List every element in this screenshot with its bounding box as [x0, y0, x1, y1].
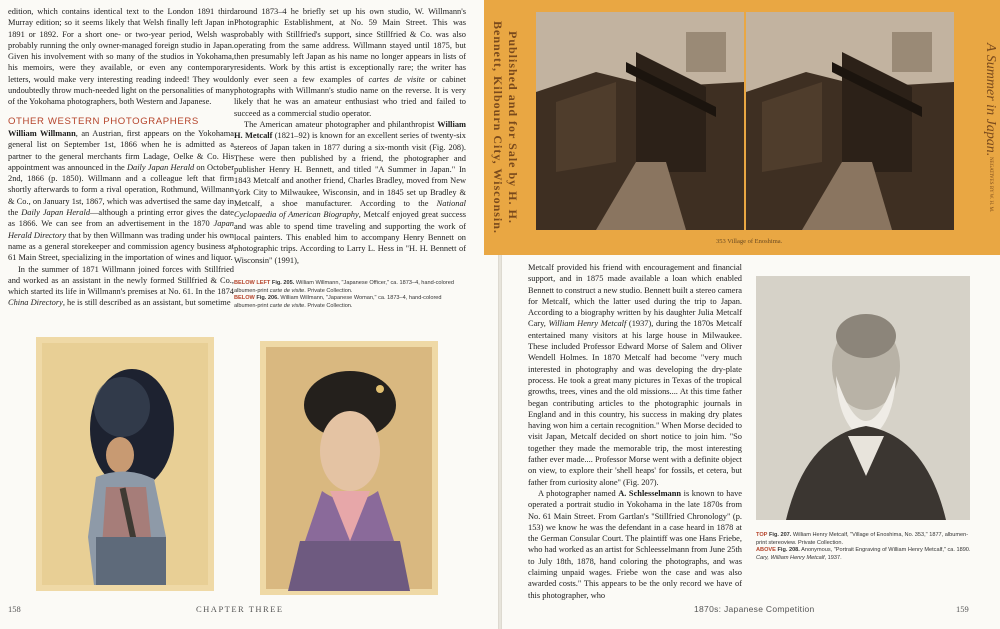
intro-paragraph: edition, which contains identical text to the London 1891 third Murray edition; so it seems likely that Welsh finally left Japan in 1891 or 1892. For a short one- or two-year period, Welsh was probably running the only owner-managed foreign studio in Japan. Given his involvement with so many of the studios in Yokohama, his memoirs, were they available, or even any contemporary letters, would make very interesting reading indeed! They would undoubtedly throw much-needed light on the personalities of many of the Yokohama photographers, both Western and Japanese.	[8, 7, 234, 107]
right-figure-captions	[756, 532, 976, 562]
stereo-title-text: A Summer in Japan.NEGATIVES BY W. H. M.	[983, 43, 998, 212]
stereoview-card	[484, 0, 1000, 255]
photo-japanese-woman	[260, 341, 438, 595]
schlesselmann-paragraph: A photographer named A. Schlesselmann is known to have operated a portrait studio in Yokohama in the late 1870s from No. 61 Main Street. From Gartlan's "Stillfried Chronology" (p. 153) we know he was the defendant in a case heard in 1878 at the German Consular Court. The plaintiff was one Hans Friebe, who had worked as an artist for Schleesselmann from June 25th to July 18th, 1878, hand coloring the photographs, and was claiming unpaid wages. Friebe won the case and was also awarded costs." This appears to be the only record we have of this photographer, who	[528, 488, 742, 600]
stillfried-paragraph: In the summer of 1871 Willmann joined forces with Stillfried and worked as an assistant in the newly formed Stillfried & Co., which started its life in Willmann's premises at No. 61. In the 1874 China Directory, he is still described as an assistant, but sometime	[8, 264, 234, 308]
japanese-woman-image	[260, 341, 438, 595]
caption-fig-206: BELOW Fig. 206. William Willmann, "Japanese Woman," ca. 1873–4, hand-colored albumen-print carte de visite. Private Collection.	[234, 295, 442, 309]
stereo-bottom-label: 353 Village of Enoshima.	[716, 238, 783, 245]
caption-fig-205: BELOW LEFT Fig. 205. William Willmann, "Japanese Officer," ca. 1873–4, hand-colored albumen-print carte de visite. Private Collection.	[234, 280, 454, 294]
photo-japanese-officer	[36, 337, 214, 591]
caption-fig-207: TOP Fig. 207. William Henry Metcalf, "Village of Enoshima, No. 353," 1877, albumen-print stereoview. Private Collection.	[756, 532, 969, 546]
left-figure-captions	[234, 280, 460, 310]
left-column-1	[8, 6, 234, 309]
metcalf-portrait-image	[756, 276, 970, 520]
right-column	[528, 262, 742, 601]
metcalf-continued-paragraph: Metcalf provided his friend with encouragement and financial support, and in 1875 made available a loan which enabled Bennett to construct a new studio. Bennett built a stereo camera for Metcalf, which the latter used during the trip to Japan. According to a biography written by his daughter Julia Metcalf Cary, William Henry Metcalf (1937), during the 1870s Metcalf entertained many visitors at his large house in Milwaukee. These included Professor Edward Morse of Salem and Oliver Wendell Holmes. In 1870 Metcalf had become "very much interested in photography and was developing the dry-plate process. He took a great many pictures in Texas of the tropical growths, trees, vines and the old missions.... At this time father began contributing articles to the photographic journals in England and in this country, his success in making dry plates having won him a certain recognition." When Morse decided to visit Japan, Metcalf decided on short notice to join him. "So together they made the memorable trip, the most interesting father ever made.... Professor Morse went with a definite object on view, to explore their 'shell heaps' for fossils, et cetera, but father from curiosity alone" (Fig. 207).	[528, 263, 742, 487]
stereo-publisher-text: Published and for Sale by H. H. Bennett, Kilbourn City, Wisconsin.	[491, 21, 520, 234]
metcalf-portrait	[756, 276, 970, 520]
left-page	[0, 0, 498, 629]
left-page-number: 158	[8, 604, 21, 614]
willmann-studio-paragraph: around 1873–4 he briefly set up his own studio, W. Willmann's Photographic Establishment, at No. 59 Main Street. This was probably with Stillfried's support, since Stillfried & Co. was also operating from the same address. Willmann stayed until 1875, but then presumably left Japan as his name no longer appears in lists of residents. Work by this artist is exceptionally rare; the writer has only ever seen a few examples of cartes de visite or cabinet photographs with Willmann's studio name on the reverse. It is very likely that he was an amateur enthusiast who tried and failed to succeed as a commercial studio operator.	[234, 7, 466, 118]
caption-fig-208: ABOVE Fig. 208. Anonymous, "Portrait Engraving of William Henry Metcalf," ca. 1890. Cary, William Henry Metcalf, 1937.	[756, 547, 971, 561]
stereo-image-right	[746, 12, 954, 230]
japanese-officer-image	[36, 337, 214, 591]
left-running-head: CHAPTER THREE	[196, 604, 284, 614]
right-page-number: 159	[956, 604, 969, 614]
section-heading: OTHER WESTERN PHOTOGRAPHERS	[8, 115, 199, 127]
right-running-head: 1870s: Japanese Competition	[694, 604, 815, 614]
stereo-image-left	[536, 12, 744, 230]
metcalf-paragraph: The American amateur photographer and philanthropist William H. Metcalf (1821–92) is known for an excellent series of twenty-six stereos of Japan taken in 1877 during a six-month visit (Fig. 208). These were then published by a friend, the photographer and publisher Henry H. Bennett, and titled "A Summer in Japan." In 1843 Metcalf and another friend, Charles Bradley, moved from New York City to Milwaukee, Wisconsin, and in 1845 set up Bradley & Metcalf, a shoe manufacturer. According to the National Cyclopaedia of American Biography, Metcalf enjoyed great success and was able to spend time traveling and supporting the work of local painters. This enabled him to accompany Henry Bennett on photographic trips. According to Larry L. Hess in "H. H. Bennett of Wisconsin" (1991),	[234, 119, 466, 265]
left-column-2	[234, 6, 466, 266]
right-page	[491, 0, 1000, 629]
willmann-paragraph: William Willmann, an Austrian, first appears on the Yokohama general list on September 1st, 1866 when he is admitted as a partner to the general merchants firm Ladage, Oelke & Co. His appointment was announced in the Daily Japan Herald on October 2nd, 1866 (p. 1850). Willmann and a colleague left that firm shortly afterwards to form a rival operation, Rothmund, Willmann & Co., on January 1st, 1867, which was advertised the same day in the Daily Japan Herald—although a printing error gives the date as 1866. We can see from an advertisement in the 1870 Japan Herald Directory that by then Willmann was trading under his own name as a general storekeeper and commission agency business at 61 Main Street, specializing in the importation of wines and liquor.	[8, 128, 234, 263]
